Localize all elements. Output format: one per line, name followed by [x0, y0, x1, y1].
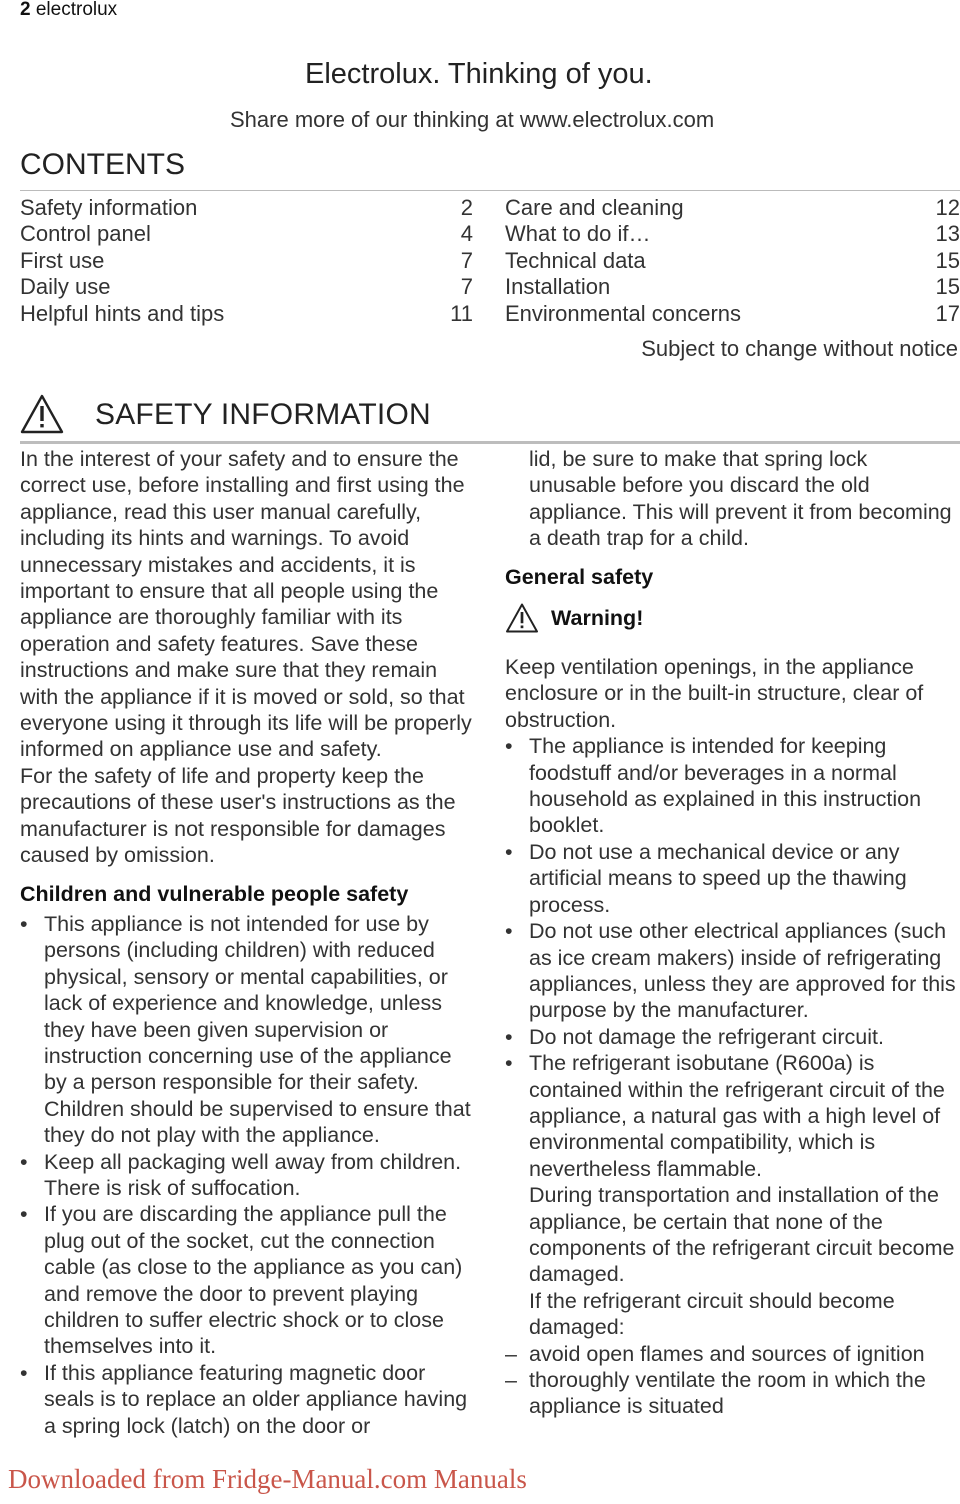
- children-safety-heading: Children and vulnerable people safety: [20, 881, 409, 906]
- children-safety-list: [20, 911, 473, 1439]
- list-item: • This appliance is not intended for use by persons (including children) with reduced physical, sensory or mental capabilities, or lack of experience and knowledge, unless they have been given supervision or instruction concerning use of the appliance by a person responsible for their safety. Children should be supervised to ensure that they do not play with the appliance.: [20, 911, 473, 1149]
- section-title: SAFETY INFORMATION: [95, 398, 431, 431]
- general-safety-heading: General safety: [505, 564, 654, 589]
- transport-note: During transportation and installation of the appliance, be certain that none of the components of the refrigerant circuit become damaged.: [529, 1183, 955, 1287]
- toc-entry[interactable]: Care and cleaning 12: [505, 195, 960, 220]
- contents-divider: [20, 190, 960, 191]
- damage-note: If the refrigerant circuit should become damaged:: [529, 1288, 895, 1340]
- right-column: [505, 446, 960, 1420]
- warning-label: Warning!: [551, 605, 644, 630]
- continued-paragraph: lid, be sure to make that spring lock unusable before you discard the old appliance. This will prevent it from becoming a death trap for a child.: [529, 447, 952, 551]
- toc-entry[interactable]: Environmental concerns 17: [505, 300, 960, 326]
- list-item: • Do not damage the refrigerant circuit.: [505, 1024, 960, 1050]
- toc-entry[interactable]: Safety information 2: [20, 195, 473, 220]
- list-item: • If this appliance featuring magnetic door seals is to replace an older appliance having a spring lock (latch) on the door or: [20, 1360, 473, 1439]
- toc-entry[interactable]: Helpful hints and tips 11: [20, 300, 473, 326]
- intro-paragraph: For the safety of life and property keep the precautions of these user's instructions as the manufacturer is not responsible for damages caused by omission.: [20, 763, 456, 868]
- toc-entry[interactable]: Daily use 7: [20, 274, 473, 300]
- warning-triangle-icon: [20, 394, 64, 434]
- download-source-link[interactable]: Downloaded from Fridge-Manual.com Manuals: [8, 1464, 527, 1494]
- list-item: • Keep all packaging well away from children. There is risk of suffocation.: [20, 1149, 473, 1202]
- list-item: • The refrigerant isobutane (R600a) is contained within the refrigerant circuit of the appliance, a natural gas with a high level of environmental compatibility, which is nevertheless flammable. During transportation and installation of the appliance, be certain that none of the components of the refrigerant circuit become damaged. If the refrigerant circuit should become damaged:: [505, 1050, 960, 1340]
- toc-entry[interactable]: Control panel 4: [20, 221, 473, 247]
- toc-entry[interactable]: Installation 15: [505, 274, 960, 300]
- toc-entry[interactable]: Technical data 15: [505, 247, 960, 273]
- left-column: [20, 446, 473, 1439]
- list-item: – avoid open flames and sources of ignition: [505, 1341, 960, 1367]
- list-item: • Do not use other electrical appliances (such as ice cream makers) inside of refrigerating appliances, unless they are approved for this purpose by the manufacturer.: [505, 918, 960, 1024]
- supervision-note: Children should be supervised to ensure that they do not play with the appliance.: [44, 1096, 471, 1148]
- damage-actions-list: [505, 1341, 960, 1420]
- ventilation-paragraph: Keep ventilation openings, in the appliance enclosure or in the built-in structure, clear of obstruction.: [505, 655, 924, 732]
- list-item: – thoroughly ventilate the room in which the appliance is situated: [505, 1367, 960, 1420]
- share-line: Share more of our thinking at www.electrolux.com: [230, 107, 715, 132]
- list-item: • If you are discarding the appliance pull the plug out of the socket, cut the connection cable (as close to the appliance as you can) and remove the door to prevent playing children to suffer electric shock or to close themselves into it.: [20, 1201, 473, 1359]
- page-number: 2: [20, 0, 31, 20]
- change-notice: Subject to change without notice: [641, 336, 958, 361]
- contents-title: CONTENTS: [20, 148, 185, 181]
- list-item: • The appliance is intended for keeping foodstuff and/or beverages in a normal household as explained in this instruction booklet.: [505, 733, 960, 839]
- toc-entry[interactable]: What to do if… 13: [505, 221, 960, 247]
- page-header: [20, 0, 117, 21]
- intro-paragraph: In the interest of your safety and to ensure the correct use, before installing and first using the appliance, read this user manual carefully, including its hints and warnings. To avoid unnecessary mistakes and accidents, it is important to ensure that all people using the appliance are thoroughly familiar with its operation and safety features. Save these instructions and make sure that they remain with the appliance if it is moved or sold, so that everyone using it through its life will be properly informed on appliance use and safety.: [20, 447, 472, 762]
- toc-entry[interactable]: First use 7: [20, 247, 473, 273]
- warning-triangle-icon: [505, 603, 539, 633]
- slogan: Electrolux. Thinking of you.: [305, 58, 653, 90]
- general-safety-list: [505, 733, 960, 1340]
- toc-left-column: [20, 195, 473, 327]
- section-divider: [20, 441, 960, 444]
- warning-callout: [505, 596, 960, 640]
- brand-name: electrolux: [35, 0, 118, 20]
- list-item: • Do not use a mechanical device or any artificial means to speed up the thawing process.: [505, 839, 960, 918]
- toc-right-column: [505, 195, 960, 327]
